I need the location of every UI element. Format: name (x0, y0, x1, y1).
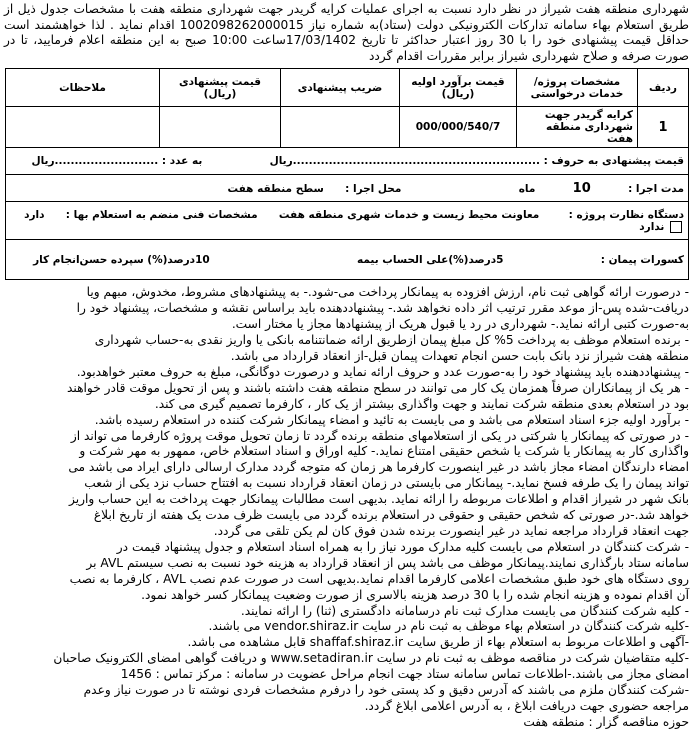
duration-place-row (6, 175, 689, 202)
duration-value: 10 (572, 180, 591, 196)
price-in-words-label: قیمت پیشنهادی به حروف : (543, 155, 684, 168)
item-coefficient (281, 107, 400, 148)
condition-line: -آگهی و اطلاعات مربوط به استعلام بهاء از طریق سایت shaffaf.shiraz.ir قابل مشاهده می باشد. (187, 635, 689, 650)
condition-line: -کلیه متقاضیان شرکت در مناقصه موظف به ثبت نام در سایت www.setadiran.ir و دریافت گواهی امضای الکترونیک صاحبان (53, 651, 689, 666)
item-notes (6, 107, 160, 148)
price-in-digits-label: به عدد : (161, 155, 203, 168)
tech-spec-has-not: ندارد (639, 220, 665, 233)
place-label: محل اجرا : (345, 182, 402, 195)
condition-line: - برآورد اولیه جزء اسناد استعلام می باشد و می بایست به تائید و امضاء پیمانکار شرکت کننده در استعلام رسیده باشد. (94, 412, 689, 427)
item-row-number: 1 (638, 107, 689, 148)
table-header-row (6, 69, 689, 107)
condition-line: دریافت-شده پس-از موعد مقرر ترتیب اثر داده نخواهد شد.- پیشنهاددهنده باید براساس نقشه و مشخصات، پیشنهاد خود را (76, 301, 689, 316)
conditions-text (4, 285, 689, 730)
supervisor-row (6, 202, 689, 240)
condition-line: -کلیه شرکت کنندگان در استعلام بهاء موظف به ثبت نام در سایت vendor.shiraz.ir می باشند. (208, 619, 689, 634)
tech-spec-label: مشخصات فنی منضم به استعلام بها : (65, 208, 258, 221)
item-spec: کرایه گریدر جهت شهرداری منطقه هفت (517, 107, 638, 148)
deduction-insurance: 5درصد(%)علی الحساب بیمه (357, 253, 504, 266)
condition-line: مراجعه حضوری جهت دریافت ابلاغ ، به آدرس اعلامی ابلاغ گردد. (364, 698, 689, 713)
header-estimate: قیمت برآورد اولیه (ریال) (400, 69, 517, 107)
condition-line: - هر یک از پیمانکاران صرفاً همزمان یک کار می توانند در سطح منطقه هفت داشته باشند و پس از تحویل موقت قادر خواهند (67, 380, 689, 395)
header-notes: ملاحظات (6, 69, 160, 107)
condition-line: - برنده استعلام موظف به پرداخت 5% کل مبلغ پیمان ازطریق ارائه ضمانتنامه بانکی یا واریز نقدی به-حساب شهرداری (94, 333, 689, 348)
condition-line: تواند پیمان را یک طرفه فسخ نماید.- پیمانکار می بایستی در زمان انعقاد قرارداد نسبت به افتتاح حساب نزد یکی از شعب (84, 476, 689, 491)
header-row-number: ردیف (638, 69, 689, 107)
condition-line: جهت انعقاد قرارداد مراجعه نماید در غیر اینصورت برنده شدن فوق کان لم یکن تلقی می گردد. (213, 523, 689, 538)
condition-line: سامانه ستاد بارگذاری نمایند.پیمانکار موظف می باشد پس از انعقاد قرارداد به هزینه خود نسبت به نصب سیستم AVL بر (86, 555, 689, 570)
deductions-row (6, 240, 689, 280)
price-in-words-row (6, 148, 689, 175)
deduction-performance-deposit: 10درصد(%) سپرده حسن‌انجام کار (33, 253, 210, 266)
deductions-label: کسورات پیمان : (600, 253, 684, 266)
condition-line: خواهد شد.-در صورتی که شخص حقیقی و حقوقی در استعلام برنده گردد می بایست ظرف مدت یک هفته از تاریخ ابلاغ (93, 508, 689, 523)
condition-line: - کلیه شرکت کنندگان می بایست مدارک ثبت نام درسامانه دادگستری (ثنا) را ارائه نمایند. (240, 603, 689, 618)
condition-line: به-صورت کتبی ارائه نماید.- شهرداری در رد یا قبول هریک از پیشنهادها مجاز یا مختار است. (231, 317, 689, 332)
condition-line: بود در استعلام بعدی منطقه شرکت نمایند و جهت واگذاری بیشتر از یک کار ، کارفرما تصمیم گیری می کند. (154, 396, 689, 411)
tender-table (5, 68, 689, 280)
item-estimate: 000/000/540/7 (400, 107, 517, 148)
table-row (6, 107, 689, 148)
supervisor-value: معاونت محیط زیست و خدمات شهری منطقه هفت (278, 208, 540, 221)
duration-unit: ماه (518, 182, 536, 195)
condition-line: - درصورت ارائه گواهی ثبت نام، ارزش افزوده به پیمانکار پرداخت می-شود.- به پیشنهادهای مشروط، مخدوش، مبهم ویا (86, 285, 689, 300)
condition-line: -شرکت کنندگان ملزم می باشند که آدرس دقیق و کد پستی خود را درفرم مشخصات فردی نوشته تا در صورت نیاز وعدم (83, 683, 689, 698)
condition-line: منطقه هفت شیراز نزد بانک بابت حسن انجام تعهدات پیمان قبل-از انعقاد قرارداد می باشد. (230, 349, 689, 363)
condition-line: امضای مجاز می باشند.-اطلاعات تماس سامانه ستاد جهت انجام مراحل عضویت در سامانه : مرکز تماس : 1456 (120, 667, 689, 682)
condition-line: - در صورتی که پیمانکار یا شرکتی در یکی از استعلامهای منطقه برنده گردد تا زمان تحویل موقت پروژه کارفرما می تواند از (70, 428, 689, 443)
tendering-zone: حوزه مناقصه گزار : منطقه هفت (523, 714, 689, 729)
place-value: سطح منطقه هفت (227, 182, 324, 195)
header-offer-price: قیمت پیشنهادی (ریال) (160, 69, 281, 107)
condition-line: روی دستگاه های خود طبق مشخصات اعلامی کارفرما اقدام نماید.بدیهی است در صورت عدم نصب AVL ، کارفرما به نصب (69, 571, 689, 586)
item-offer-price (160, 107, 281, 148)
checkbox-icon (670, 221, 682, 233)
supervisor-label: دستگاه نظارت پروژه : (568, 208, 684, 221)
tech-spec-has: دارد (24, 208, 45, 221)
condition-line: امضاء دارندگان امضاء مجاز باشد در غیر اینصورت کارفرما هر زمان که متوجه گردد مدارک ارسالی دارای ایراد می باشد می (68, 460, 689, 475)
price-in-digits-blank: ..........................ریال (31, 155, 159, 168)
condition-line: بانک شهر در شیراز اقدام و اطلاعات مربوطه را ارائه نماید. بدیهی است مطالبات پیمانکار جهت پرداخت به این حساب واریز (68, 492, 689, 507)
price-in-words-blank: ..............................................................ریال (269, 155, 540, 168)
intro-paragraph: شهرداری منطقه هفت شیراز در نظر دارد نسبت به اجرای عملیات کرایه گریدر جهت شهرداری منطقه هفت با مشخصات جدول ذیل از طریق استعلام بهاء سامانه تدارکات الکترونیکی دولت (ستاد)به شماره نیاز 1002098262000015 اقدام نماید . لذا خواهشمند است حداقل قیمت پیشنهادی خود را با 30 روز اعتبار حداکثر تا تاریخ 17/03/1402ساعت 10:00 صبح به این منطقه اعلام فرمایید، تا در صورت صرفه و صلاح شهرداری شیراز برابر مقررات اقدام گردد (4, 2, 690, 63)
header-coefficient: ضریب پیشنهادی (281, 69, 400, 107)
condition-line: - پیشنهاددهنده باید پیشنهاد خود را به-صورت عدد و حروف ارائه نماید و درصورت دوگانگی، مبلغ به حروف معتبر خواهدبود. (76, 364, 689, 379)
condition-line: - شرکت کنندگان در استعلام می بایست کلیه مدارک مورد نیاز را به همراه اسناد استعلام و جدول پیشنهاد قیمت در (116, 539, 689, 554)
condition-line: آن اقدام نموده و هزینه انجام شده را با 30 درصد هزینه بالاسری از صورت وضعیت پیمانکار کسر خواهد نمود. (141, 587, 689, 602)
header-spec: مشخصات پروژه/ خدمات درخواستی (517, 69, 638, 107)
condition-line: واگذاری کار به پیمانکار یا شرکت یا شخص حقیقی امتناع نماید.- کلیه اوراق و اسناد استعلام خاص، ممهور به مهر شرکت و (79, 444, 689, 459)
duration-label: مدت اجرا : (628, 182, 684, 195)
